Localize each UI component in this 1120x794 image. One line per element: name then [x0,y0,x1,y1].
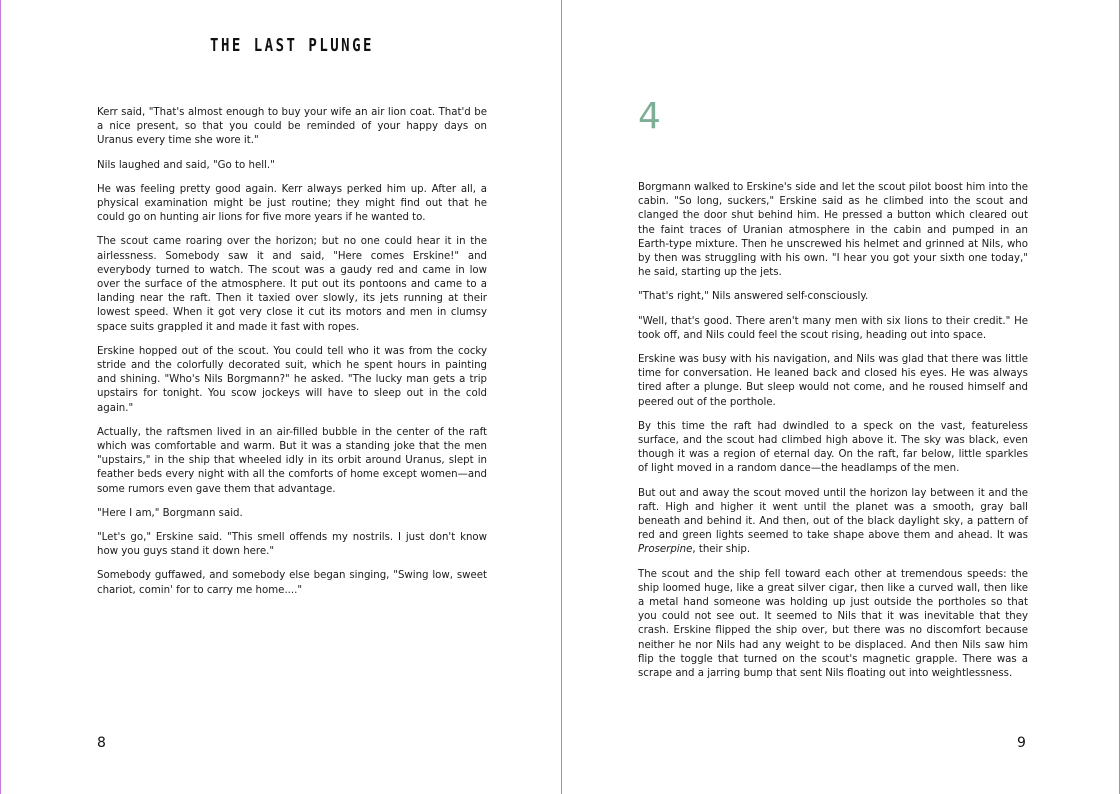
paragraph: "Here I am," Borgmann said. [97,507,243,519]
right-page-text [638,181,1028,691]
paragraph: "That's right," Nils answered self-consciously. [638,291,869,303]
paragraph: The scout came roaring over the horizon; but no one could hear it in the airlessness. Somebody saw it and said, "Here comes Erskine!" and everybody turned to watch. The scout was a gaudy red and came in low over the surface of the atmosphere. It put out its pontoons and came to a landing near the raft. Then it taxied over slowly, its jets running at their lowest speed. When it got very close it cut its motors and men in clumsy space suits grappled it and made it fast with ropes. [97,236,487,333]
ship-name: Proserpine [638,544,693,556]
right-page [562,0,1120,794]
paragraph: By this time the raft had dwindled to a speck on the vast, featureless surface, and the scout had climbed high above it. The sky was black, even though it was a region of eternal day. On the raft, far below, little sparkles of light moved in a random dance—the headlamps of the men. [638,420,1028,475]
running-head: THE LAST PLUNGE [210,36,374,56]
paragraph: Borgmann walked to Erskine's side and let the scout pilot boost him into the cabin. "So long, suckers," Erskine said as he climbed into the scout and clanged the door shut behind him. He pressed a button which cleared out the faint traces of Uranian atmosphere in the cabin and pumped in an Earth-type mixture. Then he unscrewed his helmet and grinned at Nils, who by then was struggling with his own. "I hear you got your sixth one today," he said, starting up the jets. [638,182,1028,279]
paragraph: Actually, the raftsmen lived in an air-filled bubble in the center of the raft which was comfortable and warm. But it was a standing joke that the men "upstairs," in the ship that wheeled idly in its orbit around Uranus, slept in feather beds every night with all the comforts of home except women—and some rumors even gave them that advantage. [97,426,487,495]
paragraph-text: But out and away the scout moved until the horizon lay between it and the raft. High and higher it went until the planet was a smooth, gray ball beneath and behind it. And then, out of the black daylight sky, a pattern of red and green lights seemed to take shape above them and ahead. It was [638,487,1028,542]
page-number: 8 [97,735,106,751]
left-page [1,0,560,794]
paragraph: He was feeling pretty good again. Kerr always perked him up. After all, a physical examination might be just routine; they might find out that he could go on hunting air lions for five more years if he wanted to. [97,183,487,224]
paragraph: Nils laughed and said, "Go to hell." [97,159,275,171]
paragraph: "Let's go," Erskine said. "This smell offends my nostrils. I just don't know how you guys stand it down here." [97,532,487,558]
chapter-number: 4 [638,96,661,137]
page-number: 9 [1017,735,1026,751]
paragraph: "Well, that's good. There aren't many men with six lions to their credit." He took off, and Nils could feel the scout rising, heading out into space. [638,315,1028,341]
left-page-text [97,106,487,608]
paragraph: Somebody guffawed, and somebody else began singing, "Swing low, sweet chariot, comin' for to carry me home...." [97,570,487,596]
paragraph: The scout and the ship fell toward each other at tremendous speeds: the ship loomed huge, like a great silver cigar, then like a curved wall, then like a metal hand someone was holding up just outside the portholes so that you could not see out. It seemed to Nils that it was inevitable that they crash. Erskine flipped the ship over, but there was no discomfort because neither he nor Nils had any weight to be displaced. And then Nils saw him flip the toggle that turned on the scout's magnetic grapple. There was a scrape and a jarring bump that sent Nils floating out into weightlessness. [638,568,1028,680]
paragraph [638,487,1028,558]
paragraph: Erskine hopped out of the scout. You could tell who it was from the cocky stride and the colorfully decorated suit, which he spent hours in painting and shining. "Who's Nils Borgmann?" he asked. "The lucky man gets a trip upstairs for tonight. You scow jockeys will have to sleep out in the cold again." [97,345,487,414]
paragraph: Kerr said, "That's almost enough to buy your wife an air lion coat. That'd be a nice present, so that you could be reminded of your happy days on Uranus every time she wore it." [97,107,487,147]
paragraph-text: , their ship. [692,544,751,556]
paragraph: Erskine was busy with his navigation, and Nils was glad that there was little time for conversation. He leaned back and closed his eyes. He was always tired after a plunge. But sleep would not come, and he roused himself and peered out of the porthole. [638,354,1028,408]
